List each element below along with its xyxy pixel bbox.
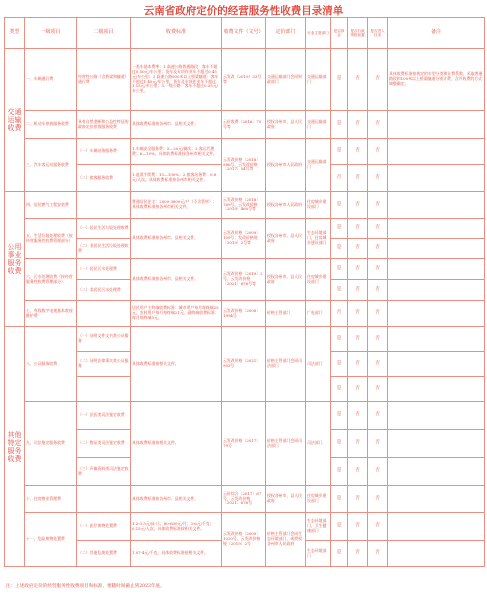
proportion-cell: 是 (331, 49, 348, 111)
fee-catalog-table (4, 17, 485, 567)
standard-cell: 普通居民住宅：2000-3800元/户（不含管材）；具体收费标准按各州市相关文件。 (131, 192, 222, 219)
remarks-cell (388, 259, 485, 280)
bidding-cell: 否 (368, 259, 388, 280)
remarks-cell (388, 219, 485, 239)
level1-cell: 二、机动车停放服务收费 (25, 111, 77, 139)
remarks-cell (388, 352, 485, 377)
bidding-cell: 否 (368, 239, 388, 259)
remarks-cell: 具体收费标准按规定的车型分类和计费系数，采取普通路段和100米以上桥梁隧道分别计费，含并收费的方式调整确定。 (388, 49, 485, 111)
doc-cell: 云发改价格〔2017〕79号 (222, 402, 266, 486)
footnote: 注：上述政府定价的经营服务性收费项目和标准，要随时间截止到2023年底。 (6, 584, 165, 589)
level1-cell: 八、公证服务收费 (25, 327, 77, 402)
industry-cell: 司法部门 (306, 327, 331, 402)
standard-cell: 具体收费标准按各州市、县相关文件。 (131, 259, 222, 301)
proportion-cell: 是 (331, 402, 348, 430)
level1-cell: 一、车辆通行费 (25, 49, 77, 111)
level2-cell: （二）旅客服务收费 (77, 165, 131, 192)
type-cell: 交通运输收费 (5, 49, 25, 192)
fiscal-cell: 否 (348, 259, 368, 280)
header-industry: 行业主管部门 (306, 18, 331, 49)
proportion-cell: 是 (331, 192, 348, 219)
header-bidding: 是否进入目录 (368, 18, 388, 49)
header-dept: 定价部门 (266, 18, 306, 49)
bidding-cell: 否 (368, 327, 388, 352)
standard-cell: 1.退票手续费：10—100%；2.旅客站务费：0.8元/人次。具体收费标准按各州市相关文件。 (131, 165, 222, 192)
bidding-cell: 否 (368, 219, 388, 239)
standard-cell: 一类车基本费率：1.高速公路普通路段：客车不超过0.50元/车公里；货车及专项作业车不超过0.45元/车公里；2.高速公路900米以上桥梁隧道：客车不超过1.40元/车公里，货车及专项作业车不超过1.15元/车公里；3.一级公路：客车不超过0.35元/车公里。 (131, 49, 222, 111)
remarks-cell (388, 165, 485, 192)
fiscal-cell: 否 (348, 327, 368, 352)
fiscal-cell: 否 (348, 165, 368, 192)
header-row (5, 18, 485, 49)
level1-cell: 七、有线数字电视基本收视维护费 (25, 301, 77, 327)
dept-cell: 授权各州市、县人民政府 (266, 219, 306, 259)
industry-cell: 住房城乡建设部门 (306, 259, 331, 301)
bidding-cell: 否 (368, 280, 388, 301)
level1-cell: 四、居民燃气工程安装费 (25, 192, 77, 219)
industry-cell: 生态环境部门 (306, 541, 331, 567)
table-row (5, 402, 485, 430)
fiscal-cell: 否 (348, 192, 368, 219)
remarks-cell (388, 541, 485, 567)
remarks-cell (388, 402, 485, 430)
proportion-cell: 是 (331, 458, 348, 486)
header-type: 类型 (5, 18, 25, 49)
table-row (5, 219, 485, 239)
fiscal-cell: 否 (348, 541, 368, 567)
industry-cell: 交通运输部门 (306, 111, 331, 139)
table-row (5, 513, 485, 541)
fiscal-cell: 否 (348, 377, 368, 402)
proportion-cell: 是 (331, 239, 348, 259)
standard-cell: 居民用户主终端收费标准：城市用户每月每终端25元，农村用户每月每终端21元。副终端收费标准：每月每终端5元。 (131, 301, 222, 327)
bidding-cell: 否 (368, 486, 388, 513)
doc-cell: 云价综合〔2017〕87号，云发改价格〔2021〕676号 (222, 486, 266, 513)
header-standard: 收费标准 (131, 18, 222, 49)
industry-cell: 住房城乡建设部门 (306, 192, 331, 219)
doc-cell: 云发改价格〔2018〕586号，云发改价格〔2017〕54号等 (222, 139, 266, 192)
bidding-cell: 否 (368, 192, 388, 219)
header-level2: 二级项目 (77, 18, 131, 49)
remarks-cell (388, 111, 485, 139)
proportion-cell: 是 (331, 541, 348, 567)
bidding-cell: 否 (368, 301, 388, 327)
proportion-cell: 是 (331, 513, 348, 541)
bidding-cell: 否 (368, 377, 388, 402)
standard-cell: 具体收费标准按各州市、县相关文件。 (131, 219, 222, 259)
level2-cell (77, 377, 131, 402)
remarks-cell (388, 139, 485, 165)
level2-cell (77, 486, 131, 513)
level2-cell: （一）车辆站务服务费 (77, 139, 131, 165)
fiscal-cell: 否 (348, 111, 368, 139)
level2-cell: （一）居民污水处理费 (77, 259, 131, 280)
dept-cell: 价格主管部门会同生态环境部门，或授权各州市人民政府 (266, 513, 306, 567)
table-row (5, 301, 485, 327)
header-remarks: 备注 (388, 18, 485, 49)
level1-cell: 十一、危险废物处置费 (25, 513, 77, 567)
bidding-cell: 否 (368, 541, 388, 567)
bidding-cell: 否 (368, 430, 388, 458)
industry-cell: 住房城乡建设部门 (306, 486, 331, 513)
table-row (5, 49, 485, 111)
level2-cell: （二）证明法律事实类公证服务 (77, 352, 131, 377)
standard-cell: 具体收费标准按相关文件。 (131, 327, 222, 402)
bidding-cell: 否 (368, 165, 388, 192)
remarks-cell (388, 430, 485, 458)
type-cell: 其他特定服务收费 (5, 327, 25, 567)
industry-cell: 交通运输部门 (306, 49, 331, 111)
fiscal-cell: 否 (348, 139, 368, 165)
bidding-cell: 否 (368, 139, 388, 165)
table-row (5, 259, 485, 280)
bidding-cell: 否 (368, 111, 388, 139)
level1-cell: 九、司法鉴定服务收费 (25, 402, 77, 486)
bidding-cell: 否 (368, 513, 388, 541)
level1-cell: 五、生活垃圾处理收费（按经营服务性收费管理部分） (25, 219, 77, 259)
type-cell: 公用事业服务收费 (5, 192, 25, 327)
header-proportion: 是否涉企 (331, 18, 348, 49)
dept-cell: 授权各州市、县人民政府 (266, 111, 306, 139)
dept-cell: 价格主管部门会同司法部门 (266, 402, 306, 486)
industry-cell: 生态环境部门、卫生健康部门 (306, 513, 331, 541)
standard-cell: 1.车辆安全服务费：5—20元/辆次；2.客运代理费：6—10%。具体收费标准按各州市相关文件。 (131, 139, 222, 165)
doc-cell: 云发改（2019）33号等 (222, 49, 266, 111)
dept-cell: 授权各州市、县人民政府 (266, 259, 306, 301)
remarks-cell (388, 192, 485, 219)
level2-cell: （二）非居民生活垃圾处理收费 (77, 239, 131, 259)
fiscal-cell: 否 (348, 49, 368, 111)
level2-cell: 具有自然垄断和公益性特征的政府定价停放服务收费 (77, 111, 131, 139)
doc-cell: 云发改价格〔2021〕953号 (222, 327, 266, 402)
header-doc: 收费文件（文号） (222, 18, 266, 49)
level1-cell: 六、污水处理收费（按经营服务性收费管理部分） (25, 259, 77, 301)
bidding-cell: 否 (368, 49, 388, 111)
bidding-cell: 否 (368, 458, 388, 486)
remarks-cell (388, 239, 485, 259)
level2-cell: （一）医疗废物处置费 (77, 513, 131, 541)
level1-cell: 十、住房物业管理费 (25, 486, 77, 513)
proportion-cell: 是 (331, 486, 348, 513)
remarks-cell (388, 486, 485, 513)
fiscal-cell: 否 (348, 352, 368, 377)
proportion-cell: 是 (331, 259, 348, 280)
fiscal-cell: 否 (348, 486, 368, 513)
bidding-cell: 否 (368, 402, 388, 430)
dept-cell: 授权各州市人民政府 (266, 192, 306, 219)
standard-cell: 具体收费标准按各州市、县相关文件。 (131, 486, 222, 513)
doc-cell: 云发改价格〔2009〕109号；发改价格规〔2019〕2号等 (222, 219, 266, 259)
dept-cell: 交通运输部门会同财政部门 (266, 49, 306, 111)
level2-cell: （一）法医类司法鉴定收费 (77, 402, 131, 430)
level2-cell (77, 192, 131, 219)
bidding-cell: 否 (368, 352, 388, 377)
table-row (5, 486, 485, 513)
remarks-cell (388, 458, 485, 486)
dept-cell: 授权各州市人民政府 (266, 139, 306, 192)
fiscal-cell: 否 (348, 301, 368, 327)
proportion-cell: 是 (331, 430, 348, 458)
level2-cell: （二）非居民污水处理费 (77, 280, 131, 301)
doc-cell: 云发改价格〔2009〕1020号，云发改价格规〔2019〕2号 (222, 513, 266, 567)
industry-cell: 生态环境部门、住房城乡建设部门 (306, 219, 331, 259)
level2-cell: 经营性公路（含桥梁和隧道）通行费 (77, 49, 131, 111)
proportion-cell: 是 (331, 327, 348, 352)
level2-cell: （一）证明文件文书类公证服务 (77, 327, 131, 352)
document-title: 云南省政府定价的经营服务性收费目录清单 (143, 5, 344, 17)
remarks-cell (388, 280, 485, 301)
proportion-cell: 是 (331, 219, 348, 239)
standard-cell: 1.07-4元/千克。具体收费标准按相关文件。 (131, 541, 222, 567)
doc-cell: 云发改价格〔2008〕1994号 (222, 301, 266, 327)
standard-cell: 具体收费标准按各州市、县相关文件。 (131, 111, 222, 139)
industry-cell: 交通运输部门 (306, 139, 331, 192)
remarks-cell (388, 513, 485, 541)
level2-cell (77, 301, 131, 327)
proportion-cell: 是 (331, 377, 348, 402)
remarks-cell (388, 301, 485, 327)
table-row (5, 327, 485, 352)
fiscal-cell: 否 (348, 430, 368, 458)
fiscal-cell: 否 (348, 402, 368, 430)
proportion-cell: 否 (331, 165, 348, 192)
dept-cell: 授权各州市、县人民政府 (266, 486, 306, 513)
fiscal-cell: 否 (348, 280, 368, 301)
proportion-cell: 否 (331, 301, 348, 327)
header-level1: 一级项目 (25, 18, 77, 49)
table-row (5, 111, 485, 139)
dept-cell: 价格主管部门 (266, 301, 306, 327)
industry-cell: 司法部门 (306, 402, 331, 486)
doc-cell: 云发改价格〔2019〕2号，云发改价格〔2021〕676号等 (222, 259, 266, 301)
industry-cell: 广电部门 (306, 301, 331, 327)
level2-cell: （二）物证类司法鉴定收费 (77, 430, 131, 458)
proportion-cell: 是 (331, 111, 348, 139)
table-row (5, 139, 485, 165)
table-row (5, 192, 485, 219)
fiscal-cell: 否 (348, 239, 368, 259)
fiscal-cell: 否 (348, 458, 368, 486)
level2-cell: （二）其他危废处置费 (77, 541, 131, 567)
standard-cell: 1.2-3.5元/床·日；80-600元/月；3-6元/千克；0.15元/人次。具体收费标准按相关文件。 (131, 513, 222, 541)
fiscal-cell: 否 (348, 513, 368, 541)
level2-cell: （一）居民生活垃圾处理收费 (77, 219, 131, 239)
fiscal-cell: 否 (348, 219, 368, 239)
level2-cell: （三）声像资料类司法鉴定收费 (77, 458, 131, 486)
proportion-cell: 是 (331, 352, 348, 377)
remarks-cell (388, 327, 485, 352)
header-fiscal: 是否行政审批前置 (348, 18, 368, 49)
level1-cell: 三、汽车客运站服务收费 (25, 139, 77, 192)
proportion-cell: 是 (331, 139, 348, 165)
proportion-cell: 是 (331, 280, 348, 301)
doc-cell: 云价收费〔2016〕75号等 (222, 111, 266, 139)
dept-cell: 价格主管部门会同司法部门 (266, 327, 306, 402)
standard-cell: 具体收费标准按相关文件。 (131, 402, 222, 486)
doc-cell: 云发改价格〔2018〕769号，云发改价格〔2019〕460号等 (222, 192, 266, 219)
remarks-cell (388, 377, 485, 402)
